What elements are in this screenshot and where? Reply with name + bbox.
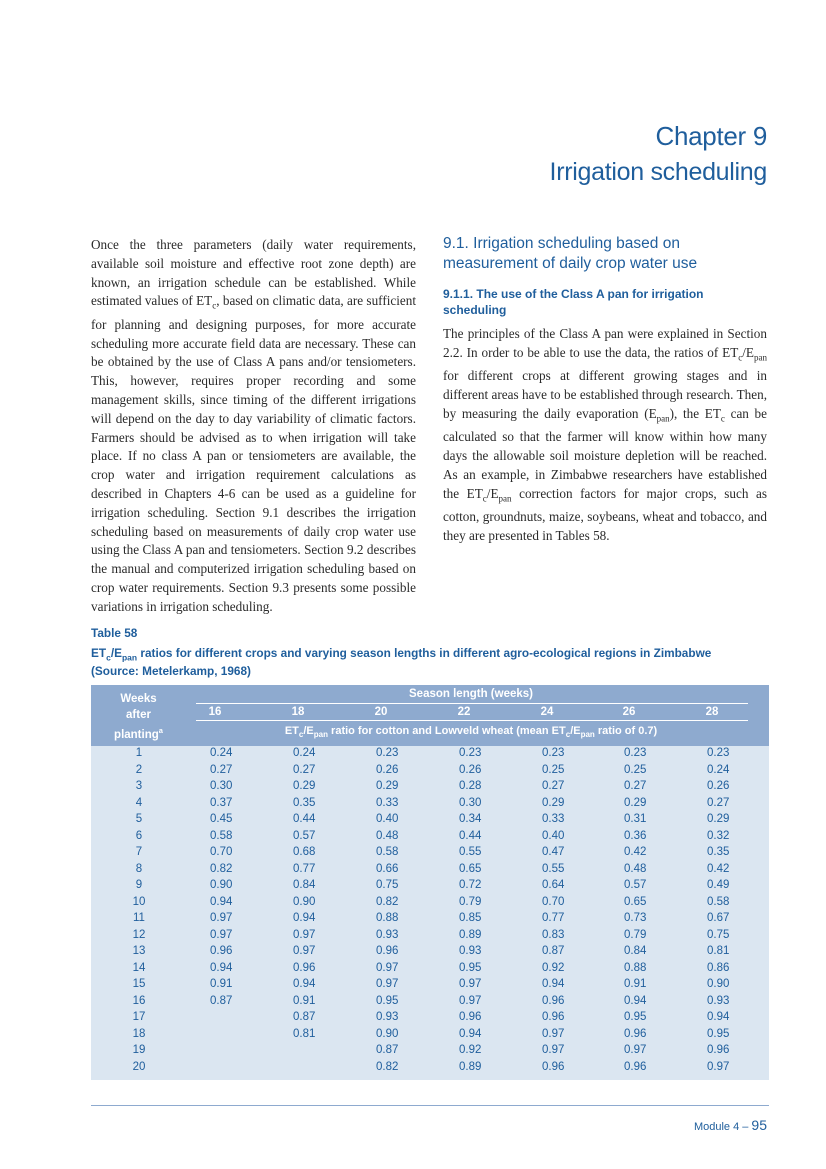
ratio-cell: 0.55 bbox=[459, 846, 482, 858]
data-table bbox=[91, 685, 769, 1080]
footer-rule bbox=[91, 1105, 769, 1106]
ratio-cell: 0.90 bbox=[210, 879, 233, 891]
left-column bbox=[91, 236, 416, 617]
week-cell: 17 bbox=[132, 1011, 146, 1023]
ratio-cell: 0.96 bbox=[293, 961, 316, 974]
ratio-cell: 0.94 bbox=[210, 895, 233, 908]
ratio-cell: 0.81 bbox=[293, 1027, 316, 1040]
ratio-cell: 0.87 bbox=[376, 1044, 399, 1056]
ratio-cell: 0.82 bbox=[376, 1060, 399, 1073]
week-cell: 3 bbox=[135, 780, 143, 792]
ratio-cell: 0.97 bbox=[293, 928, 316, 941]
ratio-cell: 0.27 bbox=[293, 763, 316, 776]
ratio-cell: 0.94 bbox=[293, 978, 316, 990]
ratio-cell: 0.97 bbox=[376, 978, 399, 990]
season-length-header: Season length (weeks) bbox=[409, 688, 533, 700]
ratio-cell: 0.33 bbox=[542, 813, 565, 825]
ratio-cell: 0.26 bbox=[376, 763, 399, 776]
ratio-cell: 0.72 bbox=[459, 879, 482, 891]
ratio-cell: 0.81 bbox=[707, 945, 730, 957]
ratio-cell: 0.75 bbox=[707, 928, 730, 941]
season-col-header: 24 bbox=[540, 706, 554, 718]
week-cell: 9 bbox=[135, 879, 143, 891]
ratio-cell: 0.29 bbox=[624, 796, 647, 809]
ratio-cell: 0.30 bbox=[459, 796, 482, 809]
weeks-header: Weeks after planting$^a$ bbox=[114, 693, 163, 741]
ratio-cell: 0.97 bbox=[707, 1060, 730, 1073]
right-column bbox=[443, 234, 767, 546]
ratio-cell: 0.94 bbox=[542, 978, 565, 990]
ratio-cell: 0.47 bbox=[542, 846, 565, 858]
module-label: Module 4 – bbox=[693, 1121, 752, 1133]
table-label: Table 58 bbox=[91, 626, 138, 640]
ratio-cell: 0.87 bbox=[210, 994, 233, 1007]
ratio-cell: 0.96 bbox=[210, 945, 233, 957]
ratio-cell: 0.93 bbox=[707, 994, 730, 1007]
week-cell: 16 bbox=[132, 994, 146, 1007]
ratio-cell: 0.79 bbox=[459, 895, 482, 908]
ratio-cell: 0.91 bbox=[624, 978, 647, 990]
season-col-header: 16 bbox=[208, 706, 222, 718]
ratio-cell: 0.97 bbox=[210, 912, 233, 924]
ratio-cell: 0.79 bbox=[624, 928, 647, 941]
week-cell: 6 bbox=[135, 829, 143, 842]
ratio-cell: 0.58 bbox=[376, 846, 399, 858]
ratio-cell: 0.29 bbox=[707, 813, 730, 825]
ratio-cell: 0.95 bbox=[376, 994, 399, 1007]
ratio-cell: 0.26 bbox=[459, 763, 482, 776]
ratio-cell: 0.66 bbox=[376, 862, 399, 875]
ratio-cell: 0.35 bbox=[707, 846, 730, 858]
week-cell: 18 bbox=[132, 1027, 146, 1040]
ratio-cell: 0.25 bbox=[624, 763, 647, 776]
week-cell: 7 bbox=[135, 846, 143, 858]
ratio-cell: 0.57 bbox=[293, 829, 316, 842]
week-cell: 10 bbox=[132, 895, 146, 908]
header-rule-mid bbox=[196, 720, 748, 721]
season-col-header: 18 bbox=[291, 706, 305, 718]
ratio-cell: 0.45 bbox=[210, 813, 233, 825]
ratio-cell: 0.96 bbox=[542, 1060, 565, 1073]
ratio-cell: 0.89 bbox=[459, 928, 482, 941]
ratio-cell: 0.89 bbox=[459, 1060, 482, 1073]
ratio-cell: 0.91 bbox=[293, 994, 316, 1007]
ratio-cell: 0.25 bbox=[542, 763, 565, 776]
ratio-cell: 0.94 bbox=[293, 912, 316, 924]
ratio-cell: 0.91 bbox=[210, 978, 233, 990]
ratio-cell: 0.95 bbox=[707, 1027, 730, 1040]
ratio-cell: 0.44 bbox=[459, 829, 482, 842]
table-source: (Source: Metelerkamp, 1968) bbox=[91, 664, 251, 679]
ratio-cell: 0.94 bbox=[624, 994, 647, 1007]
ratio-cell: 0.40 bbox=[376, 813, 399, 825]
ratio-cell: 0.27 bbox=[542, 780, 565, 792]
ratio-cell: 0.27 bbox=[210, 763, 233, 776]
ratio-cell: 0.37 bbox=[210, 796, 233, 809]
ratio-cell: 0.68 bbox=[293, 846, 316, 858]
ratio-cell: 0.27 bbox=[707, 796, 730, 809]
week-cell: 1 bbox=[135, 747, 143, 759]
ratio-subheader: $ET_c/E_{pan}$ ratio for cotton and Lowveld wheat (mean $ET_c/E_{pan}$ ratio of 0.7) bbox=[284, 725, 658, 740]
ratio-cell: 0.90 bbox=[293, 895, 316, 908]
ratio-cell: 0.96 bbox=[542, 994, 565, 1007]
season-col-header: 26 bbox=[622, 706, 636, 718]
ratio-cell: 0.36 bbox=[624, 829, 647, 842]
ratio-cell: 0.87 bbox=[542, 945, 565, 957]
ratio-cell: 0.90 bbox=[376, 1027, 399, 1040]
ratio-cell: 0.42 bbox=[707, 862, 730, 875]
ratio-cell: 0.94 bbox=[459, 1027, 482, 1040]
ratio-cell: 0.24 bbox=[210, 747, 233, 759]
ratio-cell: 0.87 bbox=[293, 1011, 316, 1023]
section-heading: 9.1. Irrigation scheduling based on measurement of daily crop water use bbox=[443, 235, 698, 272]
ratio-cell: 0.29 bbox=[376, 780, 399, 792]
ratio-cell: 0.77 bbox=[542, 912, 565, 924]
ratio-cell: 0.23 bbox=[542, 747, 565, 759]
table-title: $ET_c/E_{pan}$ ratios for different crops and varying season lengths in different agro-ecological regions in Zimbabwe bbox=[91, 646, 712, 663]
week-cell: 20 bbox=[132, 1060, 146, 1073]
ratio-cell: 0.29 bbox=[542, 796, 565, 809]
ratio-cell: 0.94 bbox=[210, 961, 233, 974]
ratio-cell: 0.93 bbox=[376, 1011, 399, 1023]
week-cell: 15 bbox=[132, 978, 146, 990]
week-cell: 14 bbox=[132, 961, 146, 974]
ratio-cell: 0.70 bbox=[542, 895, 565, 908]
week-cell: 2 bbox=[135, 763, 143, 776]
ratio-cell: 0.70 bbox=[210, 846, 233, 858]
ratio-cell: 0.48 bbox=[624, 862, 647, 875]
ratio-cell: 0.82 bbox=[376, 895, 399, 908]
ratio-cell: 0.96 bbox=[624, 1027, 647, 1040]
ratio-cell: 0.23 bbox=[459, 747, 482, 759]
ratio-cell: 0.97 bbox=[542, 1027, 565, 1040]
ratio-cell: 0.26 bbox=[707, 780, 730, 792]
week-cell: 12 bbox=[132, 928, 146, 941]
ratio-cell: 0.55 bbox=[542, 862, 565, 875]
ratio-cell: 0.95 bbox=[459, 961, 482, 974]
ratio-cell: 0.88 bbox=[376, 912, 399, 924]
ratio-cell: 0.96 bbox=[707, 1044, 730, 1056]
ratio-cell: 0.93 bbox=[459, 945, 482, 957]
chapter-title: Irrigation scheduling bbox=[549, 158, 767, 186]
class-a-pan-paragraph: The principles of the Class A pan were explained in Section 2.2. In order to be able to use the data, the ratios of $ET_c/E_{pan}$ for different crops at different growing stages and in different areas have to be established through research. Then, by measuring the daily evaporation $(E_{pan})$, the $ET_c$ can be calculated so that the farmer will know within how many days the allowable soil moisture depletion will be reached. As an example, in Zimbabwe researchers have established the $ET_c/E_{pan}$ correction factors for major crops, such as cotton, groundnuts, maize, soybeans, wheat and tobacco, and they are presented in Tables 58. bbox=[443, 326, 768, 543]
ratio-cell: 0.28 bbox=[459, 780, 482, 792]
ratio-cell: 0.93 bbox=[376, 928, 399, 941]
ratio-cell: 0.33 bbox=[376, 796, 399, 809]
table-caption bbox=[91, 626, 781, 678]
season-col-header: 20 bbox=[374, 706, 388, 718]
ratio-cell: 0.58 bbox=[707, 895, 730, 908]
week-cell: 5 bbox=[135, 813, 143, 825]
ratio-cell: 0.40 bbox=[542, 829, 565, 842]
ratio-cell: 0.23 bbox=[624, 747, 647, 759]
ratio-cell: 0.92 bbox=[542, 961, 565, 974]
ratio-cell: 0.83 bbox=[542, 928, 565, 941]
ratio-cell: 0.35 bbox=[293, 796, 316, 809]
ratio-cell: 0.75 bbox=[376, 879, 399, 891]
ratio-cell: 0.65 bbox=[459, 862, 482, 875]
ratio-cell: 0.42 bbox=[624, 846, 647, 858]
ratio-cell: 0.97 bbox=[210, 928, 233, 941]
week-cell: 13 bbox=[132, 945, 146, 957]
season-col-header: 28 bbox=[705, 706, 719, 718]
ratio-cell: 0.94 bbox=[707, 1011, 730, 1023]
ratio-cell: 0.84 bbox=[293, 879, 316, 891]
ratio-cell: 0.77 bbox=[293, 862, 316, 875]
ratio-cell: 0.29 bbox=[293, 780, 316, 792]
page-footer bbox=[694, 1117, 767, 1133]
ratio-cell: 0.49 bbox=[707, 879, 730, 891]
ratio-cell: 0.97 bbox=[293, 945, 316, 957]
ratio-cell: 0.96 bbox=[459, 1011, 482, 1023]
header-rule-top bbox=[196, 703, 748, 704]
subsection-heading: 9.1.1. The use of the Class A pan for irrigation scheduling bbox=[443, 287, 704, 317]
ratio-cell: 0.92 bbox=[459, 1044, 482, 1056]
ratio-cell: 0.90 bbox=[707, 978, 730, 990]
ratio-cell: 0.96 bbox=[624, 1060, 647, 1073]
page-number: 95 bbox=[751, 1117, 767, 1133]
ratio-cell: 0.85 bbox=[459, 912, 482, 924]
ratio-cell: 0.23 bbox=[707, 747, 730, 759]
ratio-cell: 0.64 bbox=[542, 879, 565, 891]
week-cell: 19 bbox=[132, 1044, 146, 1056]
ratio-cell: 0.82 bbox=[210, 862, 233, 875]
ratio-cell: 0.34 bbox=[459, 813, 482, 825]
week-cell: 11 bbox=[133, 912, 145, 924]
ratio-cell: 0.27 bbox=[624, 780, 647, 792]
ratio-cell: 0.30 bbox=[210, 780, 233, 792]
ratio-cell: 0.86 bbox=[707, 961, 730, 974]
ratio-cell: 0.23 bbox=[376, 747, 399, 759]
ratio-cell: 0.57 bbox=[624, 879, 647, 891]
ratio-cell: 0.48 bbox=[376, 829, 399, 842]
ratio-cell: 0.31 bbox=[624, 813, 647, 825]
ratio-cell: 0.97 bbox=[376, 961, 399, 974]
ratio-cell: 0.97 bbox=[459, 994, 482, 1007]
ratio-cell: 0.97 bbox=[624, 1044, 647, 1056]
table-header bbox=[91, 685, 769, 746]
ratio-cell: 0.96 bbox=[542, 1011, 565, 1023]
week-cell: 8 bbox=[135, 862, 143, 875]
ratio-cell: 0.95 bbox=[624, 1011, 647, 1023]
ratio-cell: 0.58 bbox=[210, 829, 233, 842]
ratio-cell: 0.65 bbox=[624, 895, 647, 908]
ratio-cell: 0.24 bbox=[293, 747, 316, 759]
ratio-cell: 0.44 bbox=[293, 813, 316, 825]
ratio-cell: 0.67 bbox=[707, 912, 730, 924]
season-col-header: 22 bbox=[457, 706, 471, 718]
week-cell: 4 bbox=[135, 796, 143, 809]
chapter-number: Chapter 9 bbox=[655, 121, 767, 151]
ratio-cell: 0.96 bbox=[376, 945, 399, 957]
ratio-cell: 0.73 bbox=[624, 912, 647, 924]
ratio-cell: 0.32 bbox=[707, 829, 730, 842]
ratio-cell: 0.24 bbox=[707, 763, 730, 776]
ratio-cell: 0.84 bbox=[624, 945, 647, 957]
ratio-cell: 0.97 bbox=[542, 1044, 565, 1056]
ratio-cell: 0.97 bbox=[459, 978, 482, 990]
intro-paragraph: Once the three parameters (daily water requirements, available soil moisture and effective root zone depth) are known, an irrigation schedule can be established. While estimated values of $ET_c$, based on climatic data, are sufficient for planning and designing purposes, for more accurate scheduling more accurate field data are necessary. These can be obtained by the use of Class A pans and/or tensiometers. This, however, requires proper recording and some management skills, since timing of the different irrigations will depend on the day to day variability of climatic factors. Farmers should be advised as to when irrigation will take place. If no class A pan or tensiometers are available, the crop water and irrigation requirement calculations as described in Chapters 4-6 can be used as a guideline for irrigation scheduling. Section 9.1 describes the irrigation scheduling based on measurements of daily crop water use using the Class A pan and tensiometers. Section 9.2 describes the manual and computerized irrigation scheduling based on crop water requirements. Section 9.3 presents some possible variations in irrigation scheduling. bbox=[91, 237, 416, 614]
ratio-cell: 0.88 bbox=[624, 961, 647, 974]
